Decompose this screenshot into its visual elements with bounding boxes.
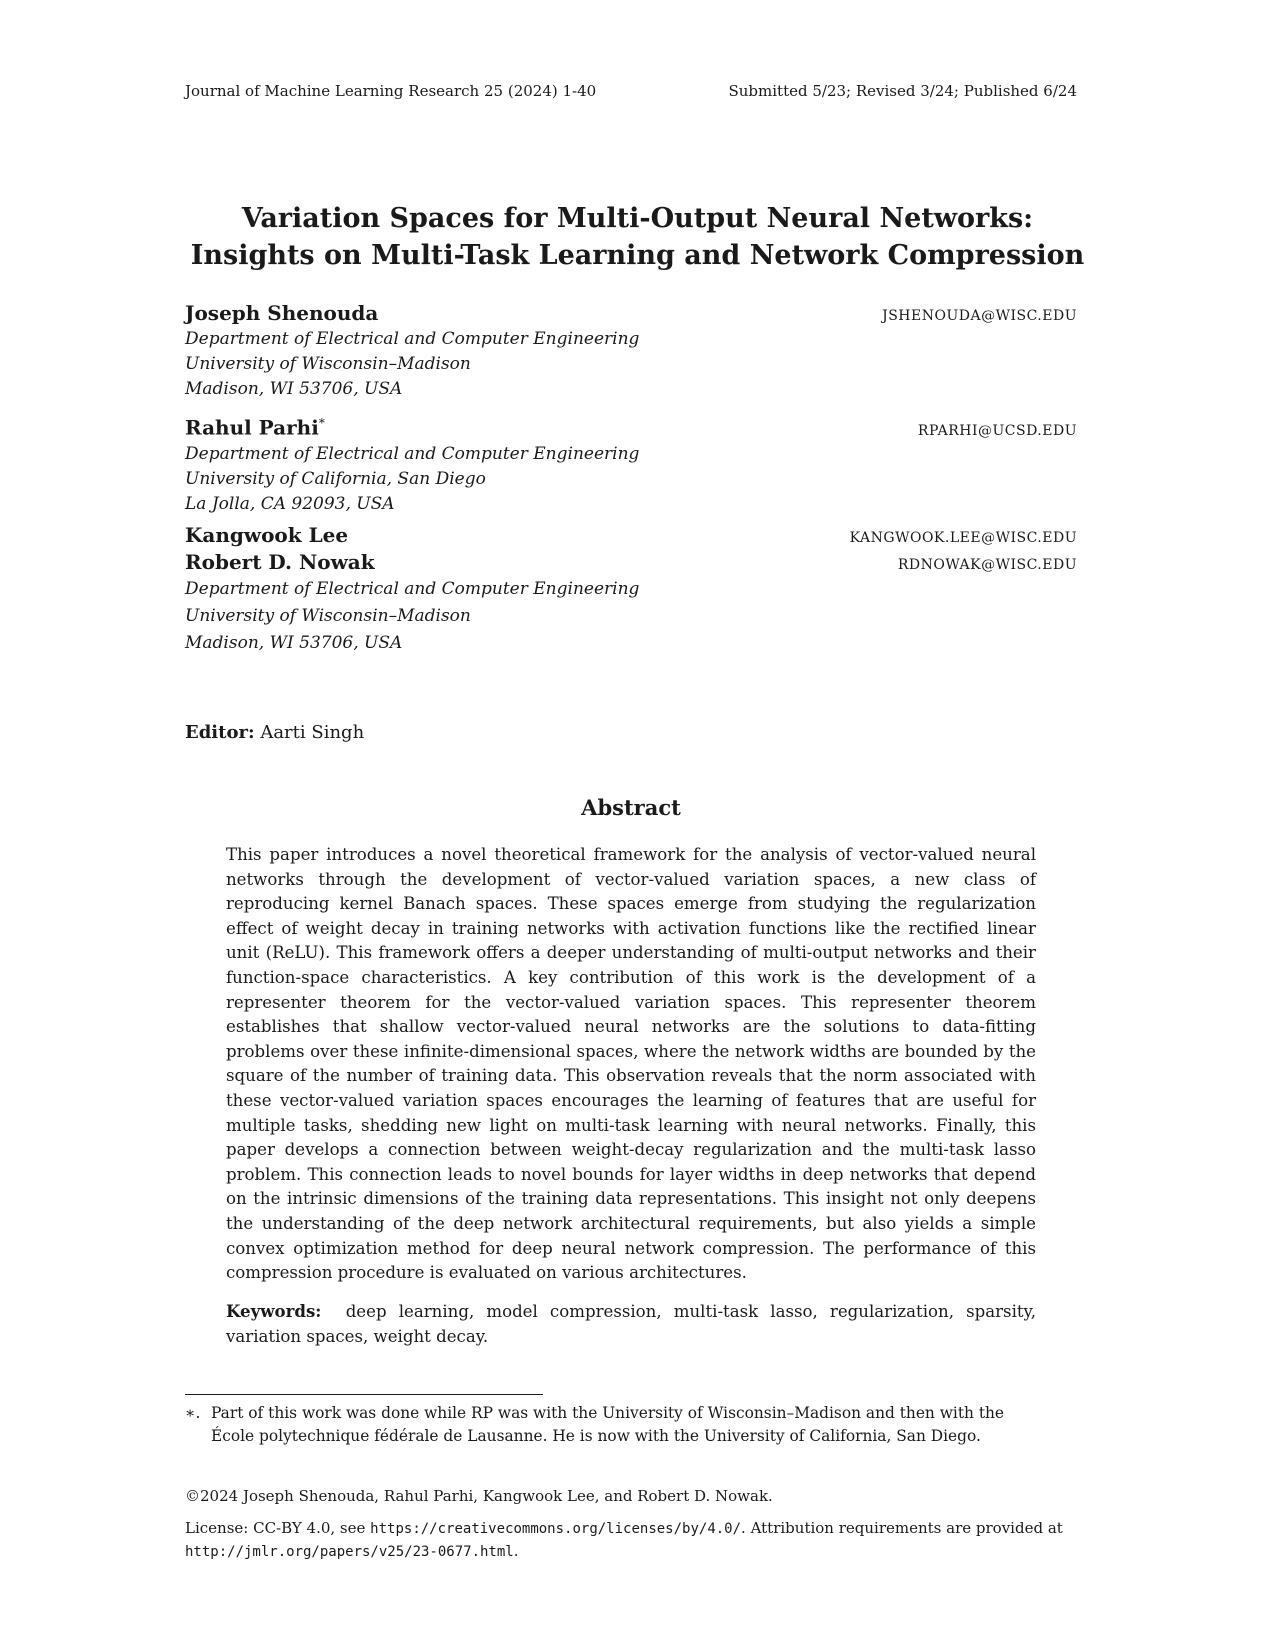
title-line-1: Variation Spaces for Multi-Output Neural Networks:	[241, 203, 1034, 234]
running-header	[185, 82, 1077, 100]
author-name	[185, 410, 325, 442]
copyright-notice: ©2024 Joseph Shenouda, Rahul Parhi, Kangwook Lee, and Robert D. Nowak.	[185, 1487, 773, 1505]
footnote-mark: ∗.	[185, 1404, 201, 1422]
affiliation-line: University of California, San Diego	[185, 468, 486, 489]
author-email[interactable]: KANGWOOK.LEE@WISC.EDU	[849, 530, 1077, 546]
affiliation-line: Department of Electrical and Computer Engineering	[185, 579, 640, 599]
affiliation-line: Department of Electrical and Computer Engineering	[185, 443, 640, 464]
footnote-marker: *	[318, 416, 325, 430]
footnote-line-1: Part of this work was done while RP was with the University of Wisconsin–Madison and then with the	[211, 1404, 1005, 1422]
attribution-link[interactable]: http://jmlr.org/papers/v25/23-0677.html	[185, 1544, 514, 1560]
license-suffix: .	[513, 1542, 519, 1560]
affiliation-line: La Jolla, CA 92093, USA	[185, 493, 395, 514]
author-block-shenouda	[185, 300, 1077, 402]
author-email[interactable]: RPARHI@UCSD.EDU	[917, 422, 1077, 439]
author-name-text: Rahul Parhi	[185, 415, 319, 440]
author-email[interactable]: RDNOWAK@WISC.EDU	[897, 557, 1077, 573]
abstract-body: This paper introduces a novel theoretical framework for the analysis of vector-valued neural networks through the development of vector-valued variation spaces, a new class of reproducing kernel Banach spaces. These spaces emerge from studying the regularization effect of weight decay in training networks with activation functions like the rectified linear unit (ReLU). This framework offers a deeper understanding of multi-output networks and their function-space characteristics. A key contribution of this work is the development of a representer theorem for the vector-valued variation spaces. This representer theorem establishes that shallow vector-valued neural networks are the solutions to data-fitting problems over these infinite-dimensional spaces, where the network widths are bounded by the square of the number of training data. This observation reveals that the norm associated with these vector-valued variation spaces encourages the learning of features that are useful for multiple tasks, shedding new light on multi-task learning with neural networks. Finally, this paper develops a connection between weight-decay regularization and the multi-task lasso problem. This connection leads to novel bounds for layer widths in deep networks that depend on the intrinsic dimensions of the training data representations. This insight not only deepens the understanding of the deep network architectural requirements, but also yields a simple convex optimization method for deep neural network compression. The performance of this compression procedure is evaluated on various architectures.	[226, 845, 1036, 1283]
author-block-lee-nowak	[185, 522, 1077, 657]
author-email[interactable]: JSHENOUDA@WISC.EDU	[882, 308, 1077, 324]
submission-dates: Submitted 5/23; Revised 3/24; Published 6/24	[728, 82, 1077, 100]
affiliation-line: Department of Electrical and Computer Engineering	[185, 329, 640, 349]
abstract-heading: Abstract	[581, 795, 681, 820]
keywords	[226, 1299, 1036, 1349]
affiliation-line: University of Wisconsin–Madison	[185, 354, 471, 374]
affiliation-line: Madison, WI 53706, USA	[185, 379, 403, 399]
keywords-text: deep learning, model compression, multi-task lasso, regularization, sparsity, variation spaces, weight decay.	[226, 1302, 1036, 1346]
title-line-2: Insights on Multi-Task Learning and Network Compression	[190, 240, 1085, 271]
license-notice	[185, 1517, 1077, 1563]
license-prefix: License: CC-BY 4.0, see	[185, 1519, 366, 1537]
footnote	[185, 1402, 1077, 1448]
editor-label: Editor:	[185, 722, 255, 743]
footnote-divider	[185, 1394, 543, 1395]
footnote-line-2: École polytechnique fédérale de Lausanne. He is now with the University of California, San Diego.	[211, 1427, 981, 1445]
author-name: Kangwook Lee	[185, 523, 349, 547]
license-middle: . Attribution requirements are provided at	[741, 1519, 1063, 1537]
keywords-label: Keywords:	[226, 1301, 322, 1321]
editor-name: Aarti Singh	[260, 722, 365, 743]
author-name: Robert D. Nowak	[185, 550, 375, 574]
license-link[interactable]: https://creativecommons.org/licenses/by/4.0/	[370, 1521, 742, 1537]
editor-line	[185, 722, 364, 743]
journal-info: Journal of Machine Learning Research 25 (2024) 1-40	[185, 82, 597, 100]
author-block-parhi	[185, 410, 1077, 517]
affiliation-line: University of Wisconsin–Madison	[185, 606, 471, 626]
author-name: Joseph Shenouda	[185, 301, 379, 325]
paper-title	[100, 200, 1175, 274]
affiliation-line: Madison, WI 53706, USA	[185, 633, 403, 653]
